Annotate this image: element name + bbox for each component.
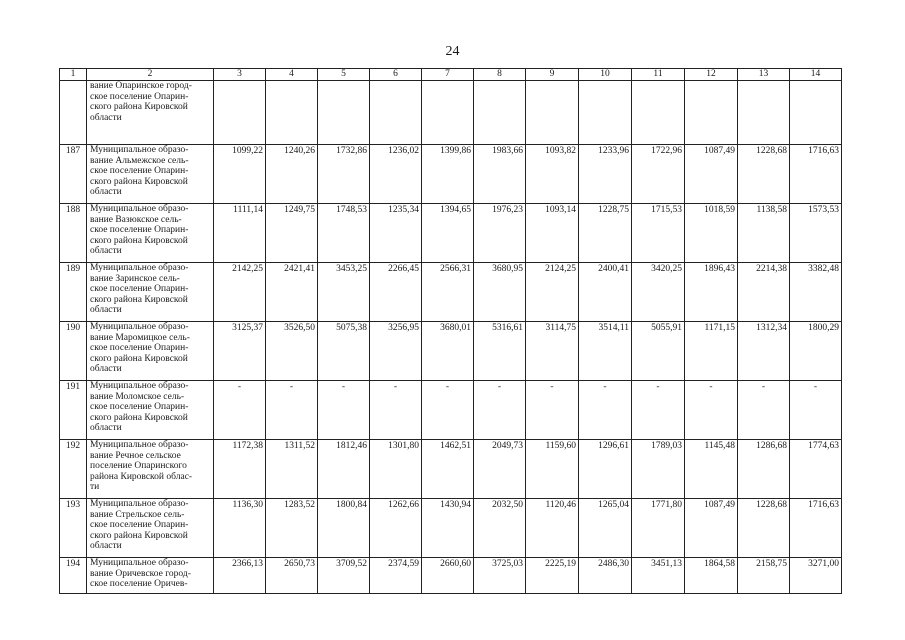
value-cell (738, 81, 790, 145)
value-cell: 2032,50 (474, 499, 526, 558)
municipality-name (87, 499, 214, 558)
municipality-name-line: ское поселение Опарин- (90, 225, 189, 236)
value-cell: 1233,96 (579, 145, 632, 204)
value-cell: 1296,61 (579, 440, 632, 499)
value-cell: 1136,30 (214, 499, 266, 558)
value-cell: 1312,34 (738, 322, 790, 381)
value-cell: 3526,50 (266, 322, 318, 381)
table-row (60, 558, 842, 594)
value-cell: 5316,61 (474, 322, 526, 381)
value-cell (318, 81, 370, 145)
value-cell: 1864,58 (685, 558, 738, 594)
table-row (60, 204, 842, 263)
table-header (60, 69, 842, 81)
municipality-name-line: ское поселение Опарин- (90, 91, 189, 102)
header-row (60, 69, 842, 81)
value-cell: 1896,43 (685, 263, 738, 322)
municipality-name-line: вание Заринское сель- (90, 273, 180, 284)
value-cell: 1235,34 (370, 204, 422, 263)
value-cell: - (579, 381, 632, 440)
municipality-name-line: ское поселение Опарин- (90, 284, 189, 295)
row-number: 190 (60, 322, 87, 381)
value-cell: 1789,03 (632, 440, 685, 499)
municipality-name-line: ское поселение Опарин- (90, 166, 189, 177)
municipality-name-line: вание Альмежское сель- (90, 155, 189, 166)
column-header-5: 5 (318, 69, 370, 81)
table-row (60, 322, 842, 381)
municipality-name-line: вание Опаринское город- (90, 81, 192, 91)
municipality-name (87, 81, 214, 145)
municipality-name (87, 204, 214, 263)
value-cell: 5055,91 (632, 322, 685, 381)
value-cell: 1228,75 (579, 204, 632, 263)
row-number: 188 (60, 204, 87, 263)
municipality-name-line: ского района Кировской (90, 353, 188, 364)
value-cell (526, 81, 579, 145)
value-cell (579, 81, 632, 145)
value-cell: 2650,73 (266, 558, 318, 594)
value-cell: 1087,49 (685, 145, 738, 204)
value-cell: 3420,25 (632, 263, 685, 322)
value-cell (370, 81, 422, 145)
row-number: 191 (60, 381, 87, 440)
value-cell: 1138,58 (738, 204, 790, 263)
municipality-name (87, 440, 214, 499)
value-cell (266, 81, 318, 145)
value-cell: 1394,65 (422, 204, 474, 263)
table-row (60, 81, 842, 145)
value-cell: 3451,13 (632, 558, 685, 594)
value-cell: 1228,68 (738, 145, 790, 204)
municipality-name-line: ского района Кировской (90, 294, 188, 305)
value-cell (790, 81, 842, 145)
municipality-name-line: ского района Кировской (90, 102, 188, 113)
municipality-name (87, 263, 214, 322)
value-cell: - (685, 381, 738, 440)
municipality-name-line: Муниципальное образо- (90, 145, 189, 155)
table-row (60, 440, 842, 499)
value-cell: 1172,38 (214, 440, 266, 499)
municipality-name-line: ское поселение Оричев- (90, 579, 188, 590)
row-number (60, 81, 87, 145)
row-number: 194 (60, 558, 87, 594)
value-cell: - (790, 381, 842, 440)
value-cell: 1722,96 (632, 145, 685, 204)
municipality-name-line: Муниципальное образо- (90, 558, 189, 568)
municipality-name-line: ское поселение Опарин- (90, 402, 189, 413)
municipality-name-line: района Кировской облас- (90, 471, 193, 482)
value-cell: 1159,60 (526, 440, 579, 499)
value-cell: 1800,29 (790, 322, 842, 381)
municipality-name-line: вание Вазюкское сель- (90, 214, 182, 225)
column-header-10: 10 (579, 69, 632, 81)
value-cell: 1748,53 (318, 204, 370, 263)
value-cell: 1093,82 (526, 145, 579, 204)
value-cell: 3114,75 (526, 322, 579, 381)
municipality-name-line: вание Стрельское сель- (90, 509, 185, 520)
page-number: 24 (445, 44, 460, 59)
municipality-name-line: вание Речное сельское (90, 450, 181, 461)
value-cell: 1286,68 (738, 440, 790, 499)
row-number: 187 (60, 145, 87, 204)
municipality-name (87, 558, 214, 594)
value-cell: 3725,03 (474, 558, 526, 594)
value-cell: 5075,38 (318, 322, 370, 381)
municipality-name-line: ти (90, 482, 100, 493)
column-header-14: 14 (790, 69, 842, 81)
municipality-name-line: Муниципальное образо- (90, 263, 189, 273)
municipality-name-line: Муниципальное образо- (90, 499, 189, 509)
column-header-2: 2 (87, 69, 214, 81)
value-cell: 1111,14 (214, 204, 266, 263)
municipality-name-line: поселение Опаринского (90, 461, 187, 472)
value-cell: - (632, 381, 685, 440)
value-cell: - (738, 381, 790, 440)
value-cell: 2566,31 (422, 263, 474, 322)
value-cell: 1716,63 (790, 145, 842, 204)
value-cell: 3709,52 (318, 558, 370, 594)
value-cell: 1120,46 (526, 499, 579, 558)
value-cell: - (370, 381, 422, 440)
value-cell (632, 81, 685, 145)
value-cell: 3680,01 (422, 322, 474, 381)
table-row (60, 263, 842, 322)
value-cell: 2225,19 (526, 558, 579, 594)
value-cell: 1099,22 (214, 145, 266, 204)
value-cell: 1774,63 (790, 440, 842, 499)
value-cell: - (526, 381, 579, 440)
table-row (60, 499, 842, 558)
value-cell: 1228,68 (738, 499, 790, 558)
value-cell: 1800,84 (318, 499, 370, 558)
value-cell: 1240,26 (266, 145, 318, 204)
value-cell: 2124,25 (526, 263, 579, 322)
municipality-name-line: вание Оричевское город- (90, 568, 191, 579)
municipality-name-line: области (90, 423, 122, 434)
table-body (60, 81, 842, 594)
value-cell: 2158,75 (738, 558, 790, 594)
value-cell: 1283,52 (266, 499, 318, 558)
column-header-13: 13 (738, 69, 790, 81)
value-cell: 2142,25 (214, 263, 266, 322)
municipality-name (87, 322, 214, 381)
value-cell: 1018,59 (685, 204, 738, 263)
value-cell: 1087,49 (685, 499, 738, 558)
value-cell: 1262,66 (370, 499, 422, 558)
value-cell: - (422, 381, 474, 440)
value-cell: 1430,94 (422, 499, 474, 558)
value-cell (214, 81, 266, 145)
row-number: 192 (60, 440, 87, 499)
value-cell (474, 81, 526, 145)
value-cell: 1093,14 (526, 204, 579, 263)
value-cell: 1171,15 (685, 322, 738, 381)
value-cell: - (318, 381, 370, 440)
value-cell (685, 81, 738, 145)
value-cell: 2421,41 (266, 263, 318, 322)
value-cell (422, 81, 474, 145)
value-cell: 1145,48 (685, 440, 738, 499)
value-cell: 2214,38 (738, 263, 790, 322)
value-cell: 1265,04 (579, 499, 632, 558)
municipality-name-line: области (90, 246, 122, 257)
value-cell: 3382,48 (790, 263, 842, 322)
municipality-name-line: Муниципальное образо- (90, 204, 189, 214)
municipality-name-line: Муниципальное образо- (90, 381, 189, 391)
data-table (59, 68, 842, 594)
value-cell: 1771,80 (632, 499, 685, 558)
value-cell: - (214, 381, 266, 440)
column-header-11: 11 (632, 69, 685, 81)
column-header-9: 9 (526, 69, 579, 81)
column-header-6: 6 (370, 69, 422, 81)
column-header-7: 7 (422, 69, 474, 81)
value-cell: 2366,13 (214, 558, 266, 594)
municipality-name-line: ского района Кировской (90, 530, 188, 541)
value-cell: 1976,23 (474, 204, 526, 263)
column-header-8: 8 (474, 69, 526, 81)
value-cell: 1573,53 (790, 204, 842, 263)
value-cell: 1236,02 (370, 145, 422, 204)
value-cell: 1301,80 (370, 440, 422, 499)
column-header-12: 12 (685, 69, 738, 81)
value-cell: 3256,95 (370, 322, 422, 381)
municipality-name (87, 381, 214, 440)
value-cell: 1983,66 (474, 145, 526, 204)
value-cell: 1716,63 (790, 499, 842, 558)
column-header-4: 4 (266, 69, 318, 81)
municipality-name-line: Муниципальное образо- (90, 322, 189, 332)
value-cell: 1249,75 (266, 204, 318, 263)
municipality-name (87, 145, 214, 204)
municipality-name-line: ское поселение Опарин- (90, 520, 189, 531)
value-cell: 2049,73 (474, 440, 526, 499)
municipality-name-line: вание Маромицкое сель- (90, 332, 190, 343)
table-row (60, 381, 842, 440)
value-cell: 3271,00 (790, 558, 842, 594)
value-cell: 3514,11 (579, 322, 632, 381)
value-cell: 1462,51 (422, 440, 474, 499)
table-row (60, 145, 842, 204)
value-cell: - (266, 381, 318, 440)
value-cell: - (474, 381, 526, 440)
row-number: 189 (60, 263, 87, 322)
municipality-name-line: области (90, 112, 122, 123)
municipality-name-line: ского района Кировской (90, 176, 188, 187)
value-cell: 2374,59 (370, 558, 422, 594)
column-header-1: 1 (60, 69, 87, 81)
municipality-name-line: вание Моломское сель- (90, 391, 185, 402)
municipality-name-line: области (90, 187, 122, 198)
value-cell: 1311,52 (266, 440, 318, 499)
value-cell: 2486,30 (579, 558, 632, 594)
value-cell: 3453,25 (318, 263, 370, 322)
value-cell: 1399,86 (422, 145, 474, 204)
municipality-name-line: области (90, 305, 122, 316)
value-cell: 3680,95 (474, 263, 526, 322)
municipality-name-line: ское поселение Опарин- (90, 343, 189, 354)
value-cell: 3125,37 (214, 322, 266, 381)
value-cell: 2266,45 (370, 263, 422, 322)
municipality-name-line: ского района Кировской (90, 235, 188, 246)
value-cell: 1812,46 (318, 440, 370, 499)
row-number: 193 (60, 499, 87, 558)
municipality-name-line: Муниципальное образо- (90, 440, 189, 450)
municipality-name-line: области (90, 364, 122, 375)
municipality-name-line: ского района Кировской (90, 412, 188, 423)
value-cell: 1732,86 (318, 145, 370, 204)
municipality-name-line: области (90, 541, 122, 552)
value-cell: 2400,41 (579, 263, 632, 322)
value-cell: 1715,53 (632, 204, 685, 263)
value-cell: 2660,60 (422, 558, 474, 594)
column-header-3: 3 (214, 69, 266, 81)
